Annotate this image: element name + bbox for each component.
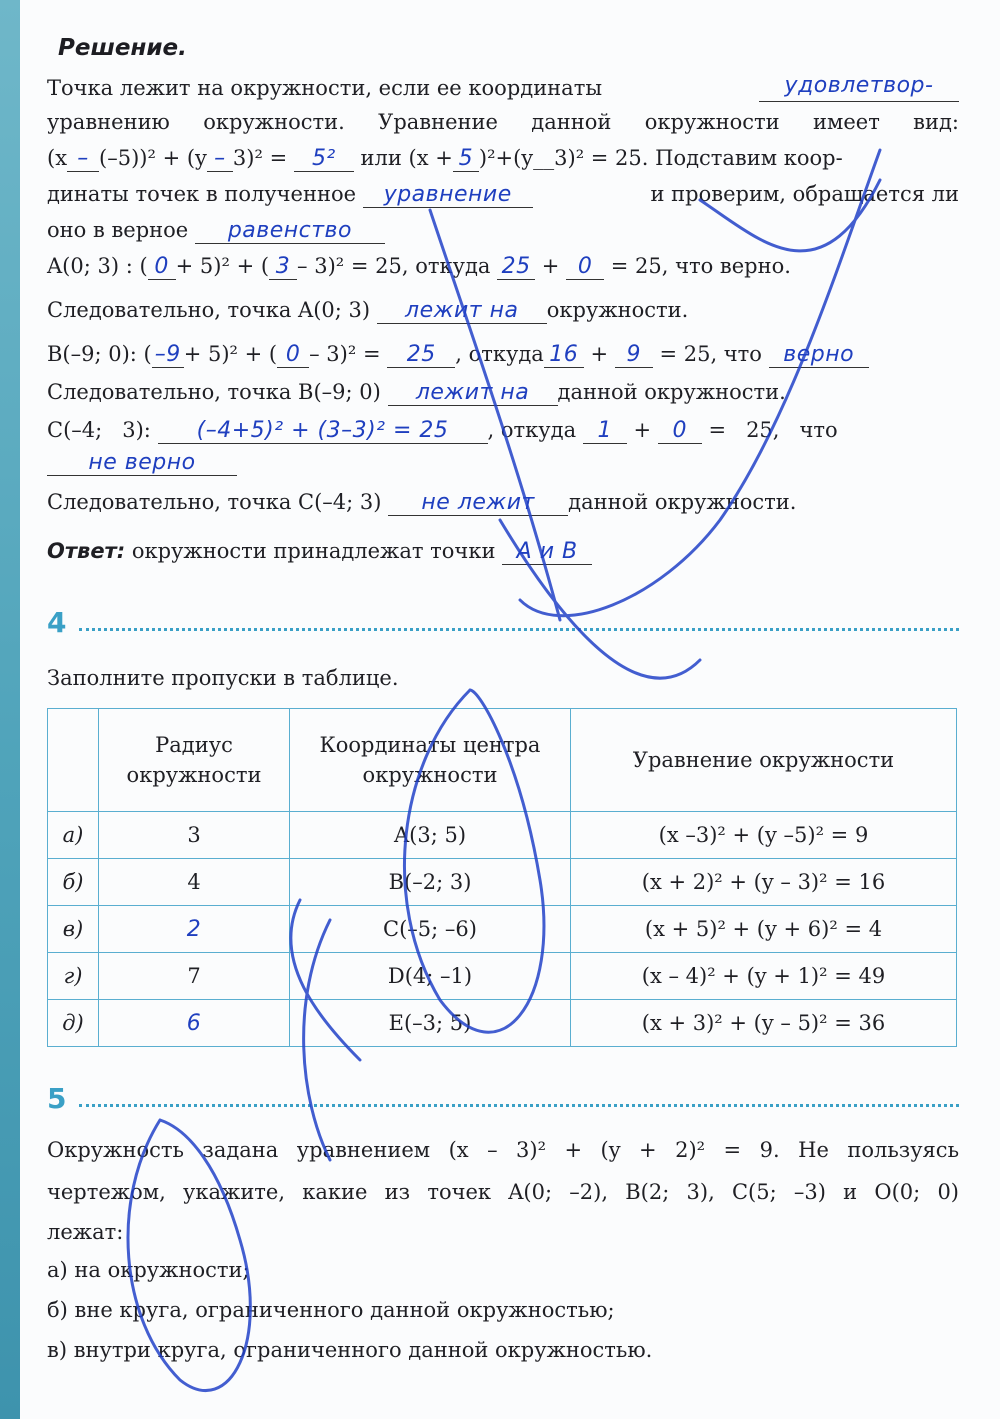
dotted-divider xyxy=(79,1104,959,1107)
table-row: б) 4 B(–2; 3) (x + 2)² + (y – 3)² = 16 xyxy=(48,859,957,906)
task-number: 4 xyxy=(47,606,67,639)
task-number: 5 xyxy=(47,1082,67,1115)
answer-heading: Ответ: xyxy=(47,539,126,563)
solution-line-5: оно в верное равенство xyxy=(47,216,959,244)
task-5-option-a: а) на окружности; xyxy=(47,1258,250,1282)
task-5-header xyxy=(47,1084,959,1114)
task-5-option-b: б) вне круга, ограниченного данной окружностью; xyxy=(47,1298,615,1322)
table-header-row: Радиус окружности Координаты центра окружности Уравнение окружности xyxy=(48,709,957,812)
table-row: в) 2 C(–5; –6) (x + 5)² + (y + 6)² = 4 xyxy=(48,906,957,953)
solution-line-8: B(–9; 0): ( –9 + 5)² + ( 0 – 3)² = 25 , откуда 16 + 9 = 25, что верно xyxy=(47,340,959,368)
solution-line-7: Следовательно, точка A(0; 3) лежит на окружности. xyxy=(47,298,689,323)
solution-line-10: C(–4; 3): (–4+5)² + (3–3)² = 25 , откуда 1 + 0 = 25, что xyxy=(47,418,838,443)
table-row: а) 3 A(3; 5) (x –3)² + (y –5)² = 9 xyxy=(48,812,957,859)
solution-line-2: уравнению окружности. Уравнение данной окружности имеет вид: xyxy=(47,110,959,134)
task-5-option-c: в) внутри круга, ограниченного данной окружностью. xyxy=(47,1338,653,1362)
answer-line: Ответ: окружности принадлежат точки А и В xyxy=(47,537,959,565)
solution-line-3: (x – (–5))² + (y – 3)² = 5² или (x + 5 )²+(y__3)² = 25. Подставим коор- xyxy=(47,146,843,171)
solution-line-6: A(0; 3) : ( 0 + 5)² + ( 3 – 3)² = 25, откуда 25 + 0 = 25, что верно. xyxy=(47,254,791,279)
task-5-line-1: Окружность задана уравнением (x – 3)² + (y + 2)² = 9. Не пользуясь xyxy=(47,1138,959,1162)
page-edge-strip xyxy=(0,0,20,1419)
task-4-header xyxy=(47,608,959,638)
table-row: д) 6 E(–3; 5) (x + 3)² + (y – 5)² = 36 xyxy=(48,1000,957,1047)
task-5-line-2: чертежом, укажите, какие из точек A(0; –2), B(2; 3), C(5; –3) и O(0; 0) xyxy=(47,1180,959,1204)
handwritten-word: удовлетвор- xyxy=(759,74,959,102)
solution-line-11: не верно xyxy=(47,448,959,476)
task-4-instruction: Заполните пропуски в таблице. xyxy=(47,666,399,690)
answer-handwritten: А и В xyxy=(502,540,592,565)
solution-line-4: динаты точек в полученное уравнение и проверим, обращается ли xyxy=(47,182,959,207)
solution-line-12: Следовательно, точка C(–4; 3) не лежит данной окружности. xyxy=(47,490,797,515)
table-row: г) 7 D(4; –1) (x – 4)² + (y + 1)² = 49 xyxy=(48,953,957,1000)
solution-line-9: Следовательно, точка B(–9; 0) лежит на данной окружности. xyxy=(47,380,786,405)
dotted-divider xyxy=(79,628,959,631)
solution-heading: Решение. xyxy=(58,35,187,61)
solution-line-1: Точка лежит на окружности, если ее координаты удовлетвор- xyxy=(47,74,959,102)
circle-table xyxy=(47,708,957,1047)
task-5-line-3: лежат: xyxy=(47,1220,124,1244)
